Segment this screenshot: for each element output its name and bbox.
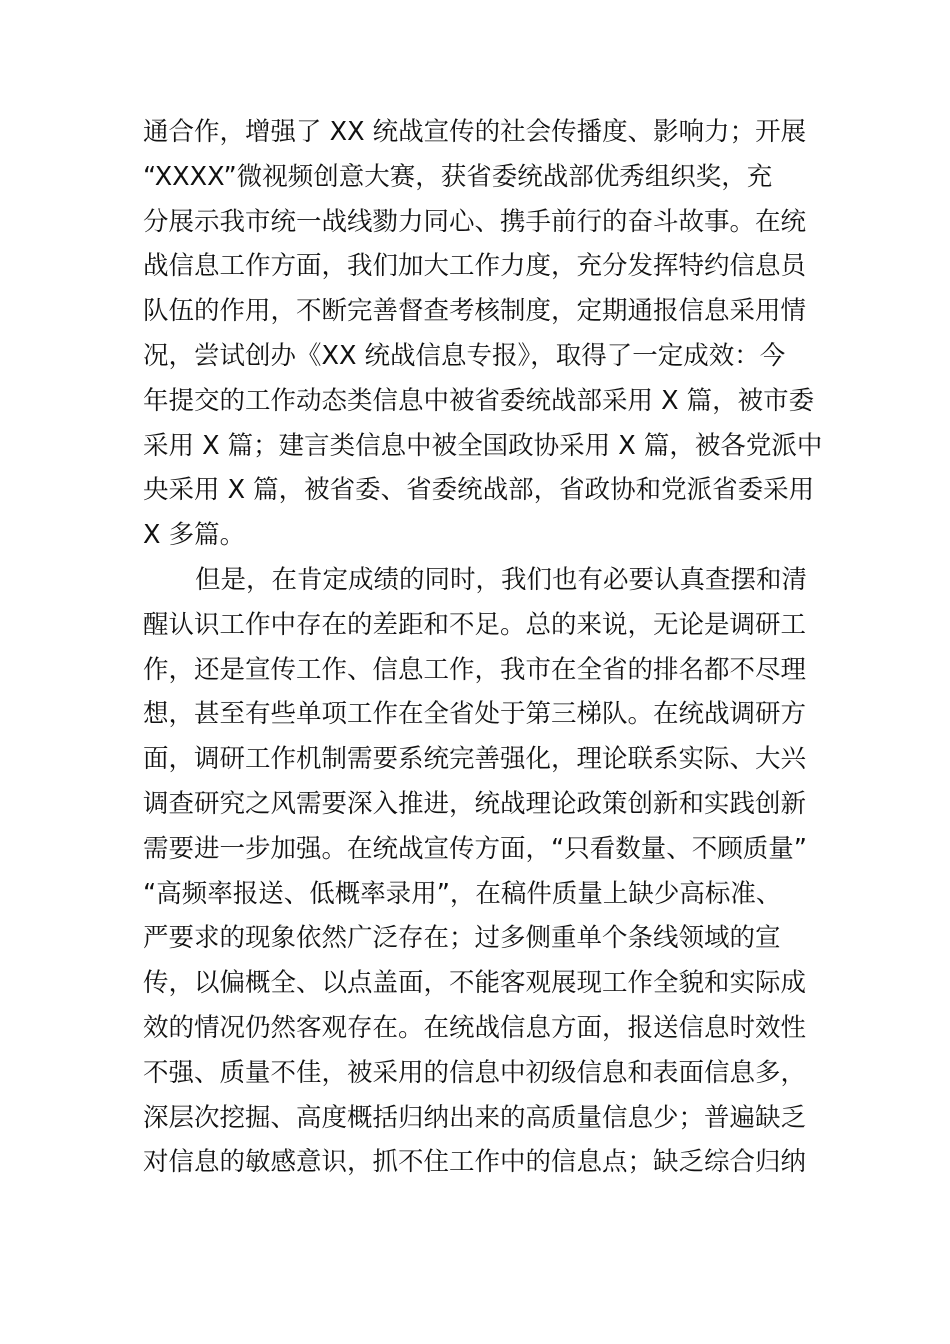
text-line: 年提交的工作动态类信息中被省委统战部采用 X 篇，被市委 <box>143 385 815 416</box>
text-line: 醒认识工作中存在的差距和不足。总的来说，无论是调研工 <box>143 609 807 640</box>
body-text <box>143 110 823 1185</box>
text-line: 作，还是宣传工作、信息工作，我市在全省的排名都不尽理 <box>143 654 807 685</box>
text-line: 面，调研工作机制需要系统完善强化，理论联系实际、大兴 <box>143 744 807 775</box>
paragraph-start-line: 但是，在肯定成绩的同时，我们也有必要认真查摆和清 <box>195 564 808 595</box>
text-line: 对信息的敏感意识，抓不住工作中的信息点；缺乏综合归纳 <box>143 1147 807 1178</box>
text-line: 需要进一步加强。在统战宣传方面，“只看数量、不顾质量” <box>143 833 807 864</box>
text-line: 调查研究之风需要深入推进，统战理论政策创新和实践创新 <box>143 788 807 819</box>
text-line: 战信息工作方面，我们加大工作力度，充分发挥特约信息员 <box>143 251 807 282</box>
text-line: 采用 X 篇；建言类信息中被全国政协采用 X 篇，被各党派中 <box>143 430 823 461</box>
text-line: 通合作，增强了 XX 统战宣传的社会传播度、影响力；开展 <box>143 117 807 147</box>
text-line: X 多篇。 <box>143 520 246 551</box>
text-line: 央采用 X 篇，被省委、省委统战部，省政协和党派省委采用 <box>143 475 815 506</box>
text-line: 传，以偏概全、以点盖面，不能客观展现工作全貌和实际成 <box>143 968 807 999</box>
text-line: 分展示我市统一战线勠力同心、携手前行的奋斗故事。在统 <box>143 206 807 237</box>
text-line: “XXXX”微视频创意大赛，获省委统战部优秀组织奖，充 <box>143 161 773 192</box>
text-line: 深层次挖掘、高度概括归纳出来的高质量信息少；普遍缺乏 <box>143 1102 807 1133</box>
text-line: 不强、质量不佳，被采用的信息中初级信息和表面信息多， <box>143 1057 807 1088</box>
text-line: 严要求的现象依然广泛存在；过多侧重单个条线领域的宣 <box>143 923 781 954</box>
text-line: 想，甚至有些单项工作在全省处于第三梯队。在统战调研方 <box>143 699 807 730</box>
text-line: 队伍的作用，不断完善督查考核制度，定期通报信息采用情 <box>143 296 807 327</box>
text-line: 况，尝试创办《XX 统战信息专报》，取得了一定成效：今 <box>143 340 786 371</box>
text-line: 效的情况仍然客观存在。在统战信息方面，报送信息时效性 <box>143 1012 807 1043</box>
text-line: “高频率报送、低概率录用”，在稿件质量上缺少高标准、 <box>143 878 782 909</box>
